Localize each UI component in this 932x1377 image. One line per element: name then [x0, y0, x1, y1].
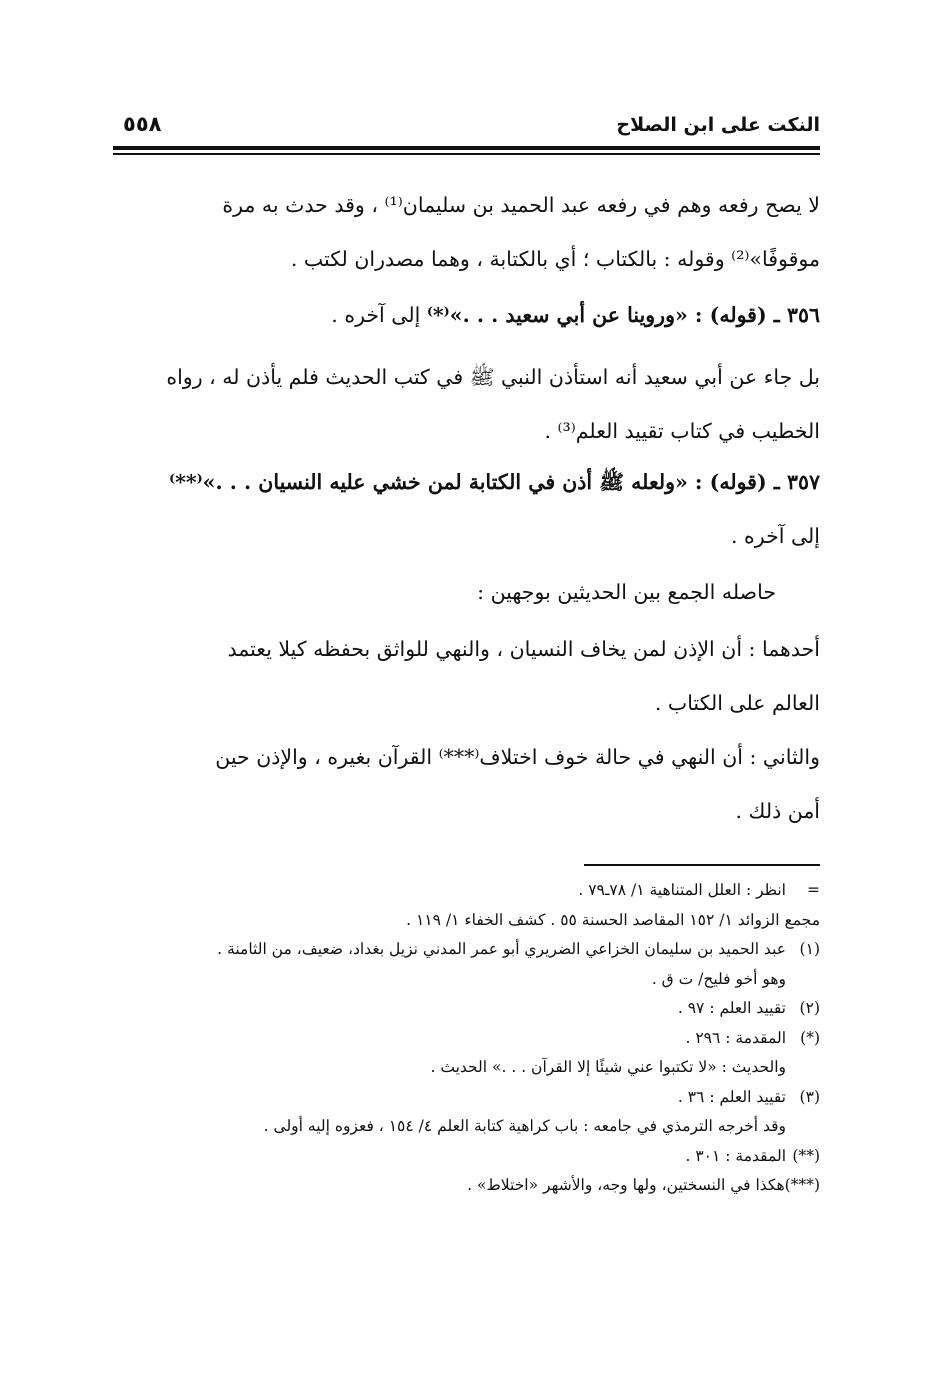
footnote — [113, 965, 820, 995]
paragraph-1 — [113, 178, 820, 286]
footnote — [113, 906, 820, 936]
footnote-marker: (٣) — [799, 1087, 820, 1106]
header-rule-thick — [113, 146, 820, 150]
footnote-text: هكذا في النسختين، ولها وجه، والأشهر «اختلاط» . — [467, 1176, 785, 1194]
text-line: العالم على الكتاب . — [654, 691, 820, 715]
footnote — [113, 1142, 820, 1172]
footnote-marker: = — [807, 881, 820, 899]
text-line: إلى آخره . — [331, 303, 421, 327]
footnote-marker: (*) — [800, 1028, 820, 1047]
entry-356 — [113, 288, 820, 342]
paragraph-5 — [113, 565, 820, 619]
footnote-separator — [584, 864, 820, 866]
footnote-text: تقييد العلم : ٩٧ . — [677, 999, 786, 1017]
footnote-text: والحديث : «لا تكتبوا عني شيئًا إلا القرآن . . .» الحديث . — [430, 1058, 786, 1076]
header-rule-thin — [113, 153, 820, 155]
text-line: الخطيب في كتاب تقييد العلم⁽³⁾ . — [544, 419, 820, 443]
footnote-text: انظر : العلل المتناهية ١/ ٧٨ـ٧٩ . — [578, 881, 786, 899]
footnote — [113, 876, 820, 906]
footnotes — [113, 876, 820, 1201]
footnote-text: المقدمة : ٢٩٦ . — [685, 1028, 786, 1047]
running-header — [113, 112, 820, 144]
footnote — [113, 1024, 820, 1054]
footnote-text: المقدمة : ٣٠١ . — [685, 1146, 786, 1165]
footnote-marker: (١) — [799, 940, 820, 958]
footnote-marker: (٢) — [799, 999, 820, 1017]
text-line: إلى آخره . — [731, 524, 820, 548]
text-line: حاصله الجمع بين الحديثين بوجهين : — [477, 580, 776, 604]
text-line: بل جاء عن أبي سعيد أنه استأذن النبي ﷺ في كتب الحديث فلم يأذن له ، رواه — [166, 365, 820, 389]
entry-heading: ٣٥٧ ـ (قوله) : «ولعله ﷺ أذن في الكتابة لمن خشي عليه النسيان . . .»⁽**⁾ — [169, 470, 820, 494]
footnote-text: مجمع الزوائد ١/ ١٥٢ المقاصد الحسنة ٥٥ . كشف الخفاء ١/ ١١٩ . — [406, 910, 820, 929]
text-line: لا يصح رفعه وهم في رفعه عبد الحميد بن سليمان⁽¹⁾ ، وقد حدث به مرة — [222, 193, 820, 217]
footnote-text: عبد الحميد بن سليمان الخزاعي الضريري أبو عمر المدني نزيل بغداد، ضعيف، من الثامنة . — [217, 940, 786, 958]
page-number: ٥٥٨ — [123, 112, 162, 136]
footnote — [113, 1053, 820, 1083]
footnote-text: وقد أخرجه الترمذي في جامعه : باب كراهية كتابة العلم ٤/ ١٥٤ ، فعزوه إليه أولى . — [263, 1117, 786, 1135]
entry-357 — [113, 455, 820, 563]
footnote — [113, 994, 820, 1024]
text-line: والثاني : أن النهي في حالة خوف اختلاف⁽***⁾ القرآن بغيره ، والإذن حين — [215, 745, 820, 769]
text-line: أحدهما : أن الإذن لمن يخاف النسيان ، والنهي للواثق بحفظه كيلا يعتمد — [227, 637, 820, 661]
text-line: موقوفًا»⁽²⁾ وقوله : بالكتاب ؛ أي بالكتابة ، وهما مصدران لكتب . — [290, 247, 820, 271]
paragraph-6 — [113, 622, 820, 730]
footnote-marker: (***) — [784, 1176, 820, 1194]
running-title: النكت على ابن الصلاح — [616, 114, 820, 136]
entry-heading: ٣٥٦ ـ (قوله) : «وروينا عن أبي سعيد . . .»⁽*⁾ — [426, 303, 820, 327]
footnote — [113, 1171, 820, 1201]
footnote — [113, 1083, 820, 1113]
text-line: أمن ذلك . — [735, 799, 820, 823]
footnote — [113, 935, 820, 965]
footnote — [113, 1112, 820, 1142]
footnote-marker: (**) — [792, 1146, 820, 1165]
paragraph-7 — [113, 730, 820, 838]
footnote-text: وهو أخو فليح/ ت ق . — [651, 969, 786, 988]
paragraph-3 — [113, 350, 820, 458]
footnote-text: تقييد العلم : ٣٦ . — [677, 1087, 786, 1106]
